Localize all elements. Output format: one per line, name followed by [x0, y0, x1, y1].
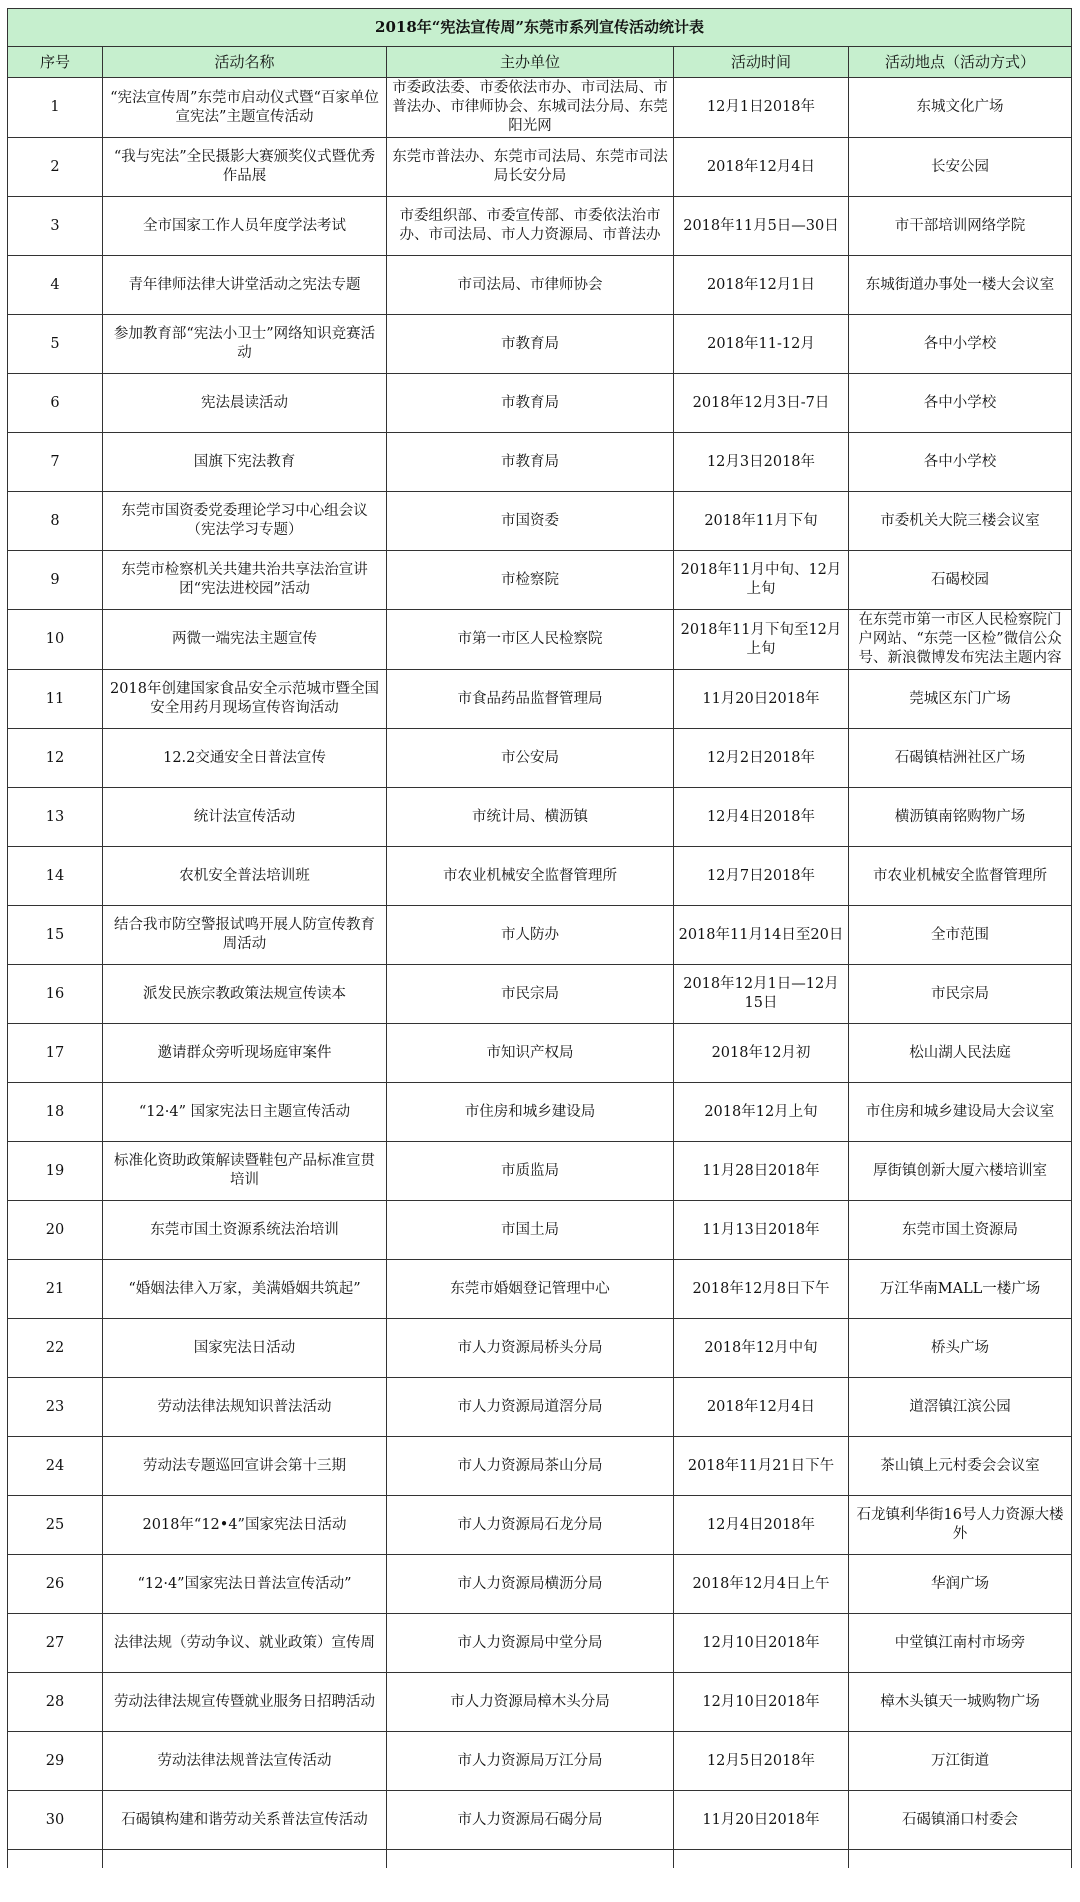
- organizer-cell: 市人防办: [387, 906, 674, 965]
- activity-name-cell: 参加教育部“宪法小卫士”网络知识竞赛活动: [103, 315, 387, 374]
- activity-time-cell: 2018年12月初: [674, 1024, 849, 1083]
- activity-location-cell: 市委机关大院三楼会议室: [849, 492, 1072, 551]
- activity-time-cell: 2018年11月21日下午: [674, 1437, 849, 1496]
- row-index-cell: 21: [8, 1260, 103, 1319]
- organizer-cell: 市第一市区人民检察院: [387, 610, 674, 670]
- table-row: [8, 1260, 1072, 1319]
- activity-time-cell: 2018年12月1日: [674, 256, 849, 315]
- activity-location-cell: 各中小学校: [849, 374, 1072, 433]
- table-row: [8, 1083, 1072, 1142]
- table-row: [8, 788, 1072, 847]
- header-row: [8, 47, 1072, 78]
- organizer-cell: 市国资委: [387, 492, 674, 551]
- activity-table: [7, 8, 1072, 1868]
- activity-time-cell: 12月4日2018年: [674, 1496, 849, 1555]
- activity-location-cell: 茶山镇上元村委会会议室: [849, 1437, 1072, 1496]
- activity-location-cell: 万江华南MALL一楼广场: [849, 1260, 1072, 1319]
- activity-name-cell: “我与宪法”全民摄影大赛颁奖仪式暨优秀作品展: [103, 138, 387, 197]
- table-row: [8, 551, 1072, 610]
- table-row: [8, 197, 1072, 256]
- organizer-cell: 市人力资源局茶山分局: [387, 1437, 674, 1496]
- activity-location-cell: 全市范围: [849, 906, 1072, 965]
- activity-time-cell: 2018年12月4日: [674, 138, 849, 197]
- activity-location-cell: 市干部培训网络学院: [849, 197, 1072, 256]
- row-index-cell: 8: [8, 492, 103, 551]
- row-index-cell: 7: [8, 433, 103, 492]
- row-index-cell: 11: [8, 670, 103, 729]
- activity-location-cell: 东城街道办事处一楼大会议室: [849, 256, 1072, 315]
- activity-time-cell: 11月28日2018年: [674, 1142, 849, 1201]
- activity-time-cell: 2018年11月下旬至12月上旬: [674, 610, 849, 670]
- activity-location-cell: 道滘镇江滨公园: [849, 1378, 1072, 1437]
- table-row: [8, 1791, 1072, 1850]
- row-index-cell: 30: [8, 1791, 103, 1850]
- organizer-cell: 市委政法委、市委依法市办、市司法局、市普法办、市律师协会、东城司法分局、东莞阳光网: [387, 78, 674, 138]
- activity-location-cell: 石碣镇桔洲社区广场: [849, 729, 1072, 788]
- organizer-cell: 市委组织部、市委宣传部、市委依法治市办、市司法局、市人力资源局、市普法办: [387, 197, 674, 256]
- table-row: [8, 847, 1072, 906]
- activity-time-cell: 12月7日2018年: [674, 847, 849, 906]
- activity-time-cell: 2018年12月中旬: [674, 1319, 849, 1378]
- row-index-cell: 23: [8, 1378, 103, 1437]
- row-index-cell: 18: [8, 1083, 103, 1142]
- activity-name-cell: 石碣镇构建和谐劳动关系普法宣传活动: [103, 1791, 387, 1850]
- organizer-cell: 市食品药品监督管理局: [387, 670, 674, 729]
- row-index-cell: 26: [8, 1555, 103, 1614]
- activity-location-cell: 松山湖人民法庭: [849, 1024, 1072, 1083]
- activity-time-cell: 2018年12月4日上午: [674, 1555, 849, 1614]
- activity-time-cell: 12月1日2018年: [674, 78, 849, 138]
- activity-location-cell: 长安公园: [849, 138, 1072, 197]
- row-index-cell: 19: [8, 1142, 103, 1201]
- organizer-cell: 市人力资源局石碣分局: [387, 1791, 674, 1850]
- table-row: [8, 1201, 1072, 1260]
- activity-name-cell: 东莞市国土资源系统法治培训: [103, 1201, 387, 1260]
- activity-location-cell: 桥头广场: [849, 1319, 1072, 1378]
- table-title: 2018年“宪法宣传周”东莞市系列宣传活动统计表: [8, 9, 1072, 47]
- activity-name-cell: “12·4”国家宪法日普法宣传活动”: [103, 1555, 387, 1614]
- organizer-cell: 市人力资源局樟木头分局: [387, 1673, 674, 1732]
- row-index-cell: 17: [8, 1024, 103, 1083]
- row-index-cell: 29: [8, 1732, 103, 1791]
- activity-location-cell: 在东莞市第一市区人民检察院门户网站、“东莞一区检”微信公众号、新浪微博发布宪法主题内容: [849, 610, 1072, 670]
- row-index-cell: 5: [8, 315, 103, 374]
- activity-location-cell: 市民宗局: [849, 965, 1072, 1024]
- organizer-cell: 市人力资源局横沥分局: [387, 1555, 674, 1614]
- table-row: [8, 965, 1072, 1024]
- activity-name-cell: “12·4” 国家宪法日主题宣传活动: [103, 1083, 387, 1142]
- activity-name-cell: 法律法规（劳动争议、就业政策）宣传周: [103, 1614, 387, 1673]
- organizer-cell: 市统计局、横沥镇: [387, 788, 674, 847]
- activity-time-cell: 12月10日2018年: [674, 1614, 849, 1673]
- activity-time-cell: 12月3日2018年: [674, 433, 849, 492]
- activity-name-cell: 东莞市检察机关共建共治共享法治宣讲团“宪法进校园”活动: [103, 551, 387, 610]
- activity-name-cell: “婚姻法律入万家，美满婚姻共筑起”: [103, 1260, 387, 1319]
- organizer-cell: 市人力资源局石龙分局: [387, 1496, 674, 1555]
- row-index-cell: 22: [8, 1319, 103, 1378]
- activity-time-cell: 12月2日2018年: [674, 729, 849, 788]
- activity-location-cell: 石碣校园: [849, 551, 1072, 610]
- table-body: [8, 78, 1072, 1869]
- table-row: [8, 315, 1072, 374]
- row-index-cell: 25: [8, 1496, 103, 1555]
- column-header-activity: 活动名称: [103, 47, 387, 78]
- row-index-cell: 24: [8, 1437, 103, 1496]
- row-index-cell: 6: [8, 374, 103, 433]
- empty-cell: [849, 1850, 1072, 1869]
- activity-time-cell: 11月20日2018年: [674, 1791, 849, 1850]
- table-row: [8, 1024, 1072, 1083]
- activity-name-cell: 宪法晨读活动: [103, 374, 387, 433]
- activity-name-cell: 国旗下宪法教育: [103, 433, 387, 492]
- column-header-time: 活动时间: [674, 47, 849, 78]
- activity-time-cell: 2018年12月3日-7日: [674, 374, 849, 433]
- row-index-cell: 2: [8, 138, 103, 197]
- table-row: [8, 374, 1072, 433]
- table-row: [8, 1673, 1072, 1732]
- activity-name-cell: 2018年“12•4”国家宪法日活动: [103, 1496, 387, 1555]
- row-index-cell: 28: [8, 1673, 103, 1732]
- activity-time-cell: 11月20日2018年: [674, 670, 849, 729]
- organizer-cell: 市人力资源局桥头分局: [387, 1319, 674, 1378]
- activity-name-cell: 劳动法律法规普法宣传活动: [103, 1732, 387, 1791]
- organizer-cell: 市国土局: [387, 1201, 674, 1260]
- table-row-partial: [8, 1850, 1072, 1869]
- activity-time-cell: 2018年11月中旬、12月上旬: [674, 551, 849, 610]
- column-header-index: 序号: [8, 47, 103, 78]
- activity-location-cell: 石碣镇涌口村委会: [849, 1791, 1072, 1850]
- row-index-cell: 13: [8, 788, 103, 847]
- activity-location-cell: 樟木头镇天一城购物广场: [849, 1673, 1072, 1732]
- activity-location-cell: 市农业机械安全监督管理所: [849, 847, 1072, 906]
- row-index-cell: 15: [8, 906, 103, 965]
- table-row: [8, 906, 1072, 965]
- organizer-cell: 市质监局: [387, 1142, 674, 1201]
- activity-name-cell: 12.2交通安全日普法宣传: [103, 729, 387, 788]
- column-header-location: 活动地点（活动方式）: [849, 47, 1072, 78]
- row-index-cell: 27: [8, 1614, 103, 1673]
- table-row: [8, 78, 1072, 138]
- activity-time-cell: 12月10日2018年: [674, 1673, 849, 1732]
- row-index-cell: 4: [8, 256, 103, 315]
- table-row: [8, 138, 1072, 197]
- activity-time-cell: 2018年11月5日—30日: [674, 197, 849, 256]
- table-row: [8, 256, 1072, 315]
- organizer-cell: 市人力资源局万江分局: [387, 1732, 674, 1791]
- activity-location-cell: 东城文化广场: [849, 78, 1072, 138]
- table-row: [8, 1378, 1072, 1437]
- table-row: [8, 1437, 1072, 1496]
- activity-name-cell: 劳动法律法规知识普法活动: [103, 1378, 387, 1437]
- row-index-cell: 9: [8, 551, 103, 610]
- activity-name-cell: 2018年创建国家食品安全示范城市暨全国安全用药月现场宣传咨询活动: [103, 670, 387, 729]
- organizer-cell: 东莞市婚姻登记管理中心: [387, 1260, 674, 1319]
- organizer-cell: 市住房和城乡建设局: [387, 1083, 674, 1142]
- activity-time-cell: 2018年12月1日—12月15日: [674, 965, 849, 1024]
- title-row: [8, 9, 1072, 47]
- activity-time-cell: 11月13日2018年: [674, 1201, 849, 1260]
- table-row: [8, 610, 1072, 670]
- activity-location-cell: 市住房和城乡建设局大会议室: [849, 1083, 1072, 1142]
- organizer-cell: 市民宗局: [387, 965, 674, 1024]
- organizer-cell: 市司法局、市律师协会: [387, 256, 674, 315]
- table-row: [8, 433, 1072, 492]
- row-index-cell: 16: [8, 965, 103, 1024]
- organizer-cell: 市人力资源局道滘分局: [387, 1378, 674, 1437]
- activity-location-cell: 厚街镇创新大厦六楼培训室: [849, 1142, 1072, 1201]
- activity-name-cell: 农机安全普法培训班: [103, 847, 387, 906]
- activity-name-cell: 东莞市国资委党委理论学习中心组会议（宪法学习专题）: [103, 492, 387, 551]
- row-index-cell: 12: [8, 729, 103, 788]
- activity-name-cell: 全市国家工作人员年度学法考试: [103, 197, 387, 256]
- organizer-cell: 市教育局: [387, 315, 674, 374]
- activity-name-cell: 劳动法律法规宣传暨就业服务日招聘活动: [103, 1673, 387, 1732]
- table-row: [8, 1142, 1072, 1201]
- activity-location-cell: 中堂镇江南村市场旁: [849, 1614, 1072, 1673]
- organizer-cell: 市知识产权局: [387, 1024, 674, 1083]
- organizer-cell: 市教育局: [387, 433, 674, 492]
- activity-time-cell: 2018年12月上旬: [674, 1083, 849, 1142]
- organizer-cell: 市人力资源局中堂分局: [387, 1614, 674, 1673]
- activity-location-cell: 东莞市国土资源局: [849, 1201, 1072, 1260]
- activity-name-cell: 统计法宣传活动: [103, 788, 387, 847]
- organizer-cell: 市农业机械安全监督管理所: [387, 847, 674, 906]
- table-row: [8, 1319, 1072, 1378]
- column-header-organizer: 主办单位: [387, 47, 674, 78]
- table-row: [8, 492, 1072, 551]
- activity-time-cell: 2018年11-12月: [674, 315, 849, 374]
- organizer-cell: 市检察院: [387, 551, 674, 610]
- empty-cell: [674, 1850, 849, 1869]
- empty-cell: [8, 1850, 103, 1869]
- empty-cell: [103, 1850, 387, 1869]
- activity-name-cell: 邀请群众旁听现场庭审案件: [103, 1024, 387, 1083]
- activity-location-cell: 各中小学校: [849, 315, 1072, 374]
- activity-location-cell: 万江街道: [849, 1732, 1072, 1791]
- activity-time-cell: 2018年11月下旬: [674, 492, 849, 551]
- table-row: [8, 1496, 1072, 1555]
- activity-location-cell: 华润广场: [849, 1555, 1072, 1614]
- activity-name-cell: 结合我市防空警报试鸣开展人防宣传教育周活动: [103, 906, 387, 965]
- activity-time-cell: 2018年12月4日: [674, 1378, 849, 1437]
- activity-location-cell: 各中小学校: [849, 433, 1072, 492]
- activity-time-cell: 12月5日2018年: [674, 1732, 849, 1791]
- activity-name-cell: 标准化资助政策解读暨鞋包产品标准宣贯培训: [103, 1142, 387, 1201]
- activity-name-cell: 派发民族宗教政策法规宣传读本: [103, 965, 387, 1024]
- activity-name-cell: “宪法宣传周”东莞市启动仪式暨“百家单位宣宪法”主题宣传活动: [103, 78, 387, 138]
- table-row: [8, 729, 1072, 788]
- organizer-cell: 市公安局: [387, 729, 674, 788]
- activity-location-cell: 石龙镇利华街16号人力资源大楼外: [849, 1496, 1072, 1555]
- row-index-cell: 10: [8, 610, 103, 670]
- activity-location-cell: 横沥镇南铭购物广场: [849, 788, 1072, 847]
- activity-time-cell: 2018年11月14日至20日: [674, 906, 849, 965]
- row-index-cell: 1: [8, 78, 103, 138]
- activity-location-cell: 莞城区东门广场: [849, 670, 1072, 729]
- activity-name-cell: 两微一端宪法主题宣传: [103, 610, 387, 670]
- activity-name-cell: 青年律师法律大讲堂活动之宪法专题: [103, 256, 387, 315]
- row-index-cell: 3: [8, 197, 103, 256]
- row-index-cell: 20: [8, 1201, 103, 1260]
- activity-time-cell: 12月4日2018年: [674, 788, 849, 847]
- table-row: [8, 1614, 1072, 1673]
- activity-name-cell: 劳动法专题巡回宣讲会第十三期: [103, 1437, 387, 1496]
- row-index-cell: 14: [8, 847, 103, 906]
- table-row: [8, 1555, 1072, 1614]
- empty-cell: [387, 1850, 674, 1869]
- table-row: [8, 670, 1072, 729]
- table-wrapper: [7, 8, 1071, 1868]
- table-row: [8, 1732, 1072, 1791]
- activity-time-cell: 2018年12月8日下午: [674, 1260, 849, 1319]
- organizer-cell: 东莞市普法办、东莞市司法局、东莞市司法局长安分局: [387, 138, 674, 197]
- organizer-cell: 市教育局: [387, 374, 674, 433]
- activity-name-cell: 国家宪法日活动: [103, 1319, 387, 1378]
